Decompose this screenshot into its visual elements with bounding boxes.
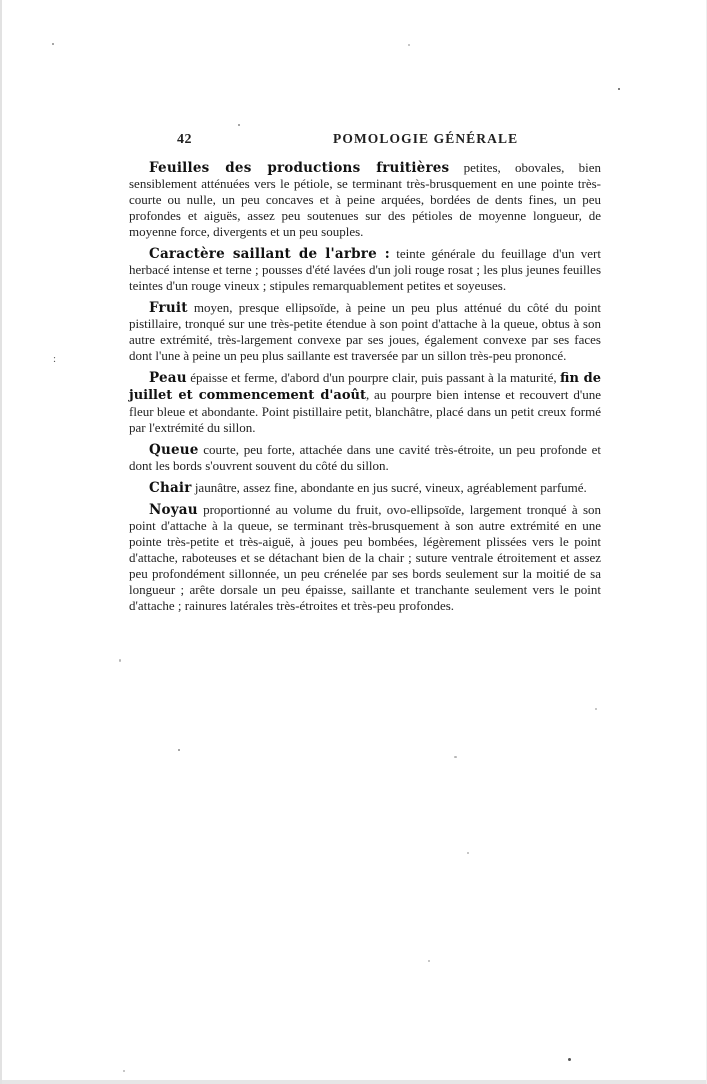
scan-speck (467, 852, 469, 854)
paragraph-body: courte, peu forte, attachée dans une cavité très-étroite, un peu profonde et dont les bords s'ouvrent souvent du côté du sillon. (129, 442, 602, 473)
paragraph-queue (129, 442, 601, 474)
paragraph-lead: Chair (149, 480, 192, 496)
paragraph-caractere (129, 246, 601, 294)
paragraph-lead: Queue (149, 442, 199, 458)
paragraph-body: teinte générale du feuillage d'un vert herbacé intense et terne ; pousses d'été lavées d'un joli rouge rosat ; les plus jeunes feuilles teintes d'un rouge vineux ; stipules remarquablement petites et soyeuses. (129, 246, 601, 293)
paragraph-body: proportionné au volume du fruit, ovo-ellipsoïde, largement tronqué à son point d'attache à la queue, se terminant très-brusquement à son autre extrémité en une pointe très-petite et très-aiguë, à joues peu bombées, légèrement plissées vers le point d'attache, raboteuses et se détachant bien de la chair ; suture ventrale étroitement et assez peu profondément sillonnée, un peu crénelée par ses bords seulement sur la moitié de sa longueur ; arête dorsale un peu épaisse, saillante et tranchante seulement vers le point d'attache ; rainures latérales très-étroites et très-peu profondes. (129, 502, 601, 613)
scan-speck (119, 659, 121, 662)
paragraph-body: épaisse et ferme, d'abord d'un pourpre clair, puis passant à la maturité, (190, 370, 557, 385)
paragraph-lead: Caractère saillant de l'arbre : (149, 246, 390, 262)
scan-speck (52, 43, 54, 45)
paragraph-noyau (129, 502, 601, 614)
paragraph-feuilles (129, 160, 601, 240)
scan-speck (408, 44, 410, 46)
paragraph-fruit (129, 300, 601, 364)
scan-speck (618, 88, 620, 90)
scan-speck (238, 124, 240, 126)
scan-speck (454, 756, 457, 758)
scan-mark: : (53, 353, 57, 365)
paragraph-lead: Noyau (149, 502, 198, 518)
scan-speck (123, 1070, 125, 1072)
paragraph-body: petites, obovales, bien sensiblement atténuées vers le pétiole, se terminant très-brusquement en une pointe très-courte ou nulle, un peu concaves et à peine arquées, bordées de dents fines, un peu profondes et aiguës, assez peu soutenues sur des pétioles de moyenne longueur, de moyenne force, divergents et un peu souples. (129, 160, 601, 239)
page-number: 42 (177, 132, 192, 147)
scan-speck (428, 960, 430, 962)
scan-speck (568, 1058, 571, 1061)
paragraph-bold-phrase: fin de juillet et commencement d'août (129, 371, 602, 403)
scan-speck (178, 749, 180, 751)
page-header (129, 131, 601, 151)
paragraph-lead: Fruit (149, 300, 188, 316)
text-block (129, 160, 601, 620)
paragraph-body: moyen, presque ellipsoïde, à peine un peu plus atténué du côté du point pistillaire, tronqué sur une très-petite étendue à son point d'attache à la queue, obtus à son autre extrémité, très-largement convexe par ses joues, également convexe par ses faces dont l'une à peine un peu plus saillante est traversée par un sillon très-peu prononcé. (129, 300, 601, 363)
paragraph-chair (129, 480, 601, 496)
running-title: POMOLOGIE GÉNÉRALE (333, 131, 519, 146)
paragraph-lead: Peau (149, 370, 187, 386)
paragraph-body: , au pourpre bien intense et recouvert d'une fleur bleue et abondante. Point pistillaire petit, blanchâtre, placé dans un petit creux formé par l'extrémité du sillon. (129, 387, 601, 435)
paragraph-peau (129, 370, 601, 436)
paragraph-lead: Feuilles des productions fruitières (149, 160, 450, 176)
paragraph-body: jaunâtre, assez fine, abondante en jus sucré, vineux, agréablement parfumé. (194, 480, 587, 495)
scan-speck (595, 708, 597, 710)
